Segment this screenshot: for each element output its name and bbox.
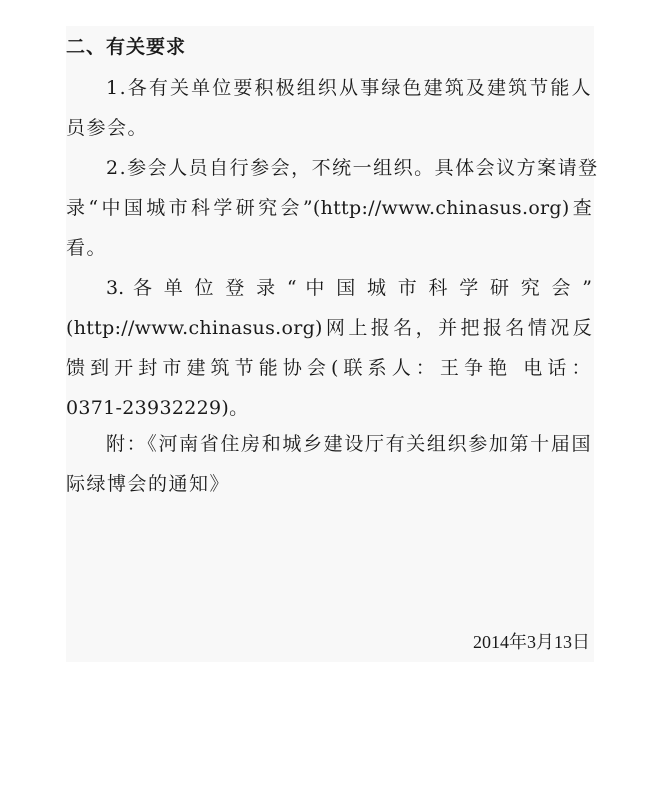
item3-line3: 馈到开封市建筑节能协会(联系人：王争艳 电话： — [66, 357, 592, 379]
item3-line2: (http://www.chinasus.org)网上报名，并把报名情况反 — [66, 317, 592, 339]
item2-line3: 看。 — [66, 237, 108, 259]
item3-line1: 3. 各 单 位 登 录 “ 中 国 城 市 科 学 研 究 会 ” — [106, 277, 592, 299]
document-date: 2014年3月13日 — [473, 632, 590, 652]
item2-line2: 录“中国城市科学研究会”(http://www.chinasus.org)查 — [66, 197, 592, 219]
section-heading: 二、有关要求 — [66, 36, 187, 58]
attachment-line2: 际绿博会的通知》 — [66, 473, 231, 495]
item1-line1: 1.各有关单位要积极组织从事绿色建筑及建筑节能人 — [106, 77, 592, 99]
attachment-line1: 附：《河南省住房和城乡建设厅有关组织参加第十届国 — [106, 433, 592, 455]
item1-line2: 员参会。 — [66, 117, 149, 139]
item3-line4: 0371-23932229)。 — [66, 397, 249, 419]
item2-line1: 2.参会人员自行参会，不统一组织。具体会议方案请登 — [106, 157, 599, 179]
